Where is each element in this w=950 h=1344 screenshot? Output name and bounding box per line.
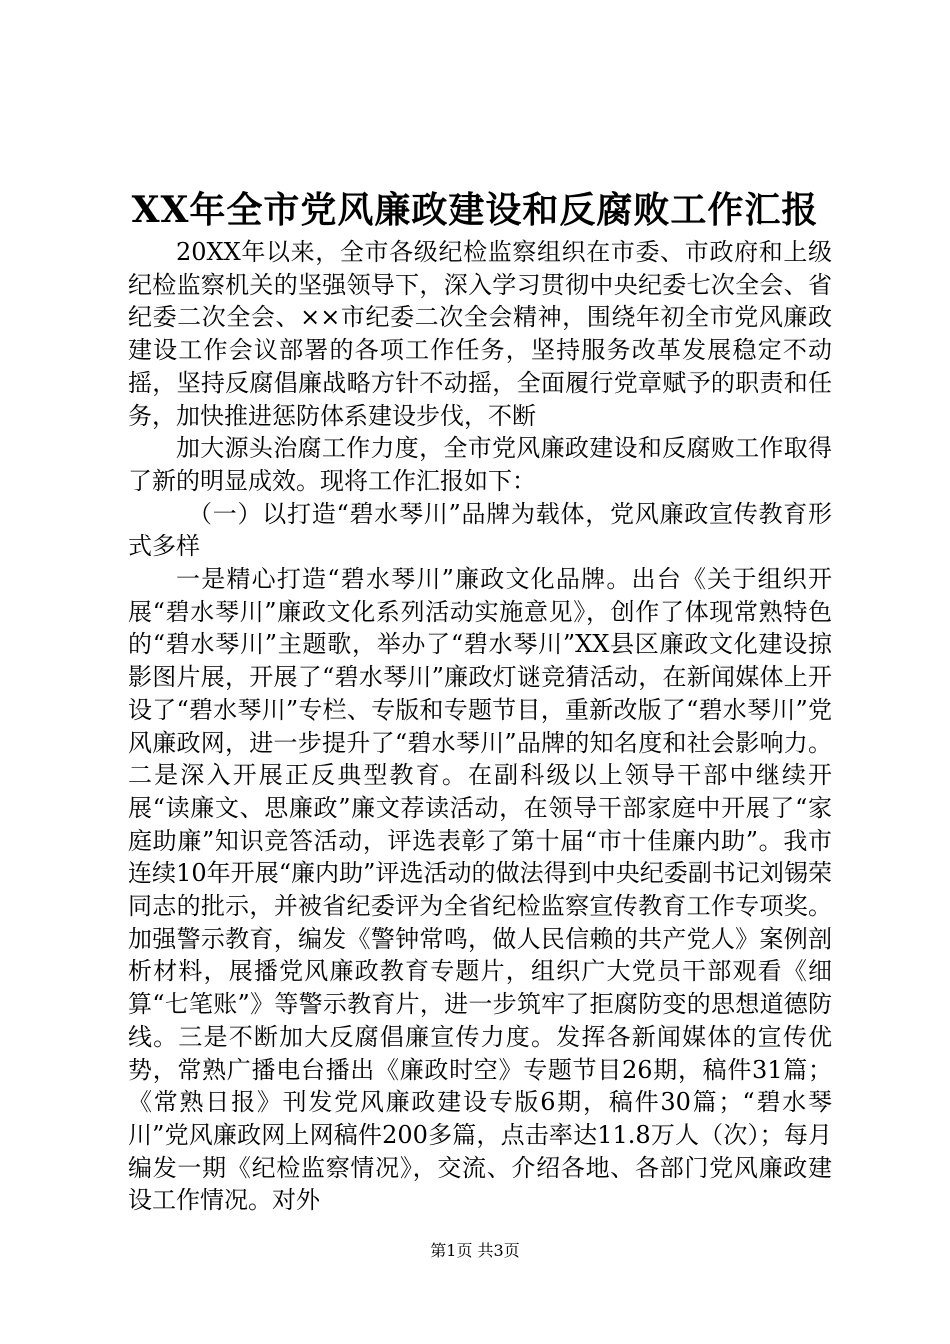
paragraph-intro: 20XX年以来，全市各级纪检监察组织在市委、市政府和上级纪检监察机关的坚强领导下，深入学习贯彻中央纪委七次全会、省纪委二次全会、××市纪委二次全会精神，围绕年初全市党风廉政建设工作会议部署的各项工作任务，坚持服务改革发展稳定不动摇，坚持反腐倡廉战略方针不动摇，全面履行党章赋予的职责和任务，加快推进惩防体系建设步伐，不断: [128, 238, 832, 430]
section-heading: （一）以打造“碧水琴川”品牌为载体，党风廉政宣传教育形式多样: [128, 499, 832, 561]
page-footer: 第1页 共3页: [430, 1241, 520, 1260]
document-title: XX年全市党风廉政建设和反腐败工作汇报: [131, 189, 819, 231]
paragraph-summary: 加大源头治腐工作力度，全市党风廉政建设和反腐败工作取得了新的明显成效。现将工作汇报如下：: [128, 434, 832, 495]
paragraph-section-body: 一是精心打造“碧水琴川”廉政文化品牌。出台《关于组织开展“碧水琴川”廉政文化系列活动实施意见》，创作了体现常熟特色的“碧水琴川”主题歌，举办了“碧水琴川”XX县区廉政文化建设掠影图片展，开展了“碧水琴川”廉政灯谜竞猜活动，在新闻媒体上开设了“碧水琴川”专栏、专版和专题节目，重新改版了“碧水琴川”党风廉政网，进一步提升了“碧水琴川”品牌的知名度和社会影响力。二是深入开展正反典型教育。在副科级以上领导干部中继续开展“读廉文、思廉政”廉文荐读活动，在领导干部家庭中开展了“家庭助廉”知识竞答活动，评选表彰了第十届“市十佳廉内助”。我市连续10年开展“廉内助”评选活动的做法得到中央纪委副书记刘锡荣同志的批示，并被省纪委评为全省纪检监察宣传教育工作专项奖。加强警示教育，编发《警钟常鸣，做人民信赖的共产党人》案例剖析材料，展播党风廉政教育专题片，组织广大党员干部观看《细算“七笔账”》等警示教育片，进一步筑牢了拒腐防变的思想道德防线。三是不断加大反腐倡廉宣传力度。发挥各新闻媒体的宣传优势，常熟广播电台播出《廉政时空》专题节目26期，稿件31篇；《常熟日报》刊发党风廉政建设专版6期，稿件30篇；“碧水琴川”党风廉政网上网稿件200多篇，点击率达11.8万人（次）；每月编发一期《纪检监察情况》，交流、介绍各地、各部门党风廉政建设工作情况。对外: [128, 565, 832, 1215]
document-body: [128, 236, 832, 1217]
